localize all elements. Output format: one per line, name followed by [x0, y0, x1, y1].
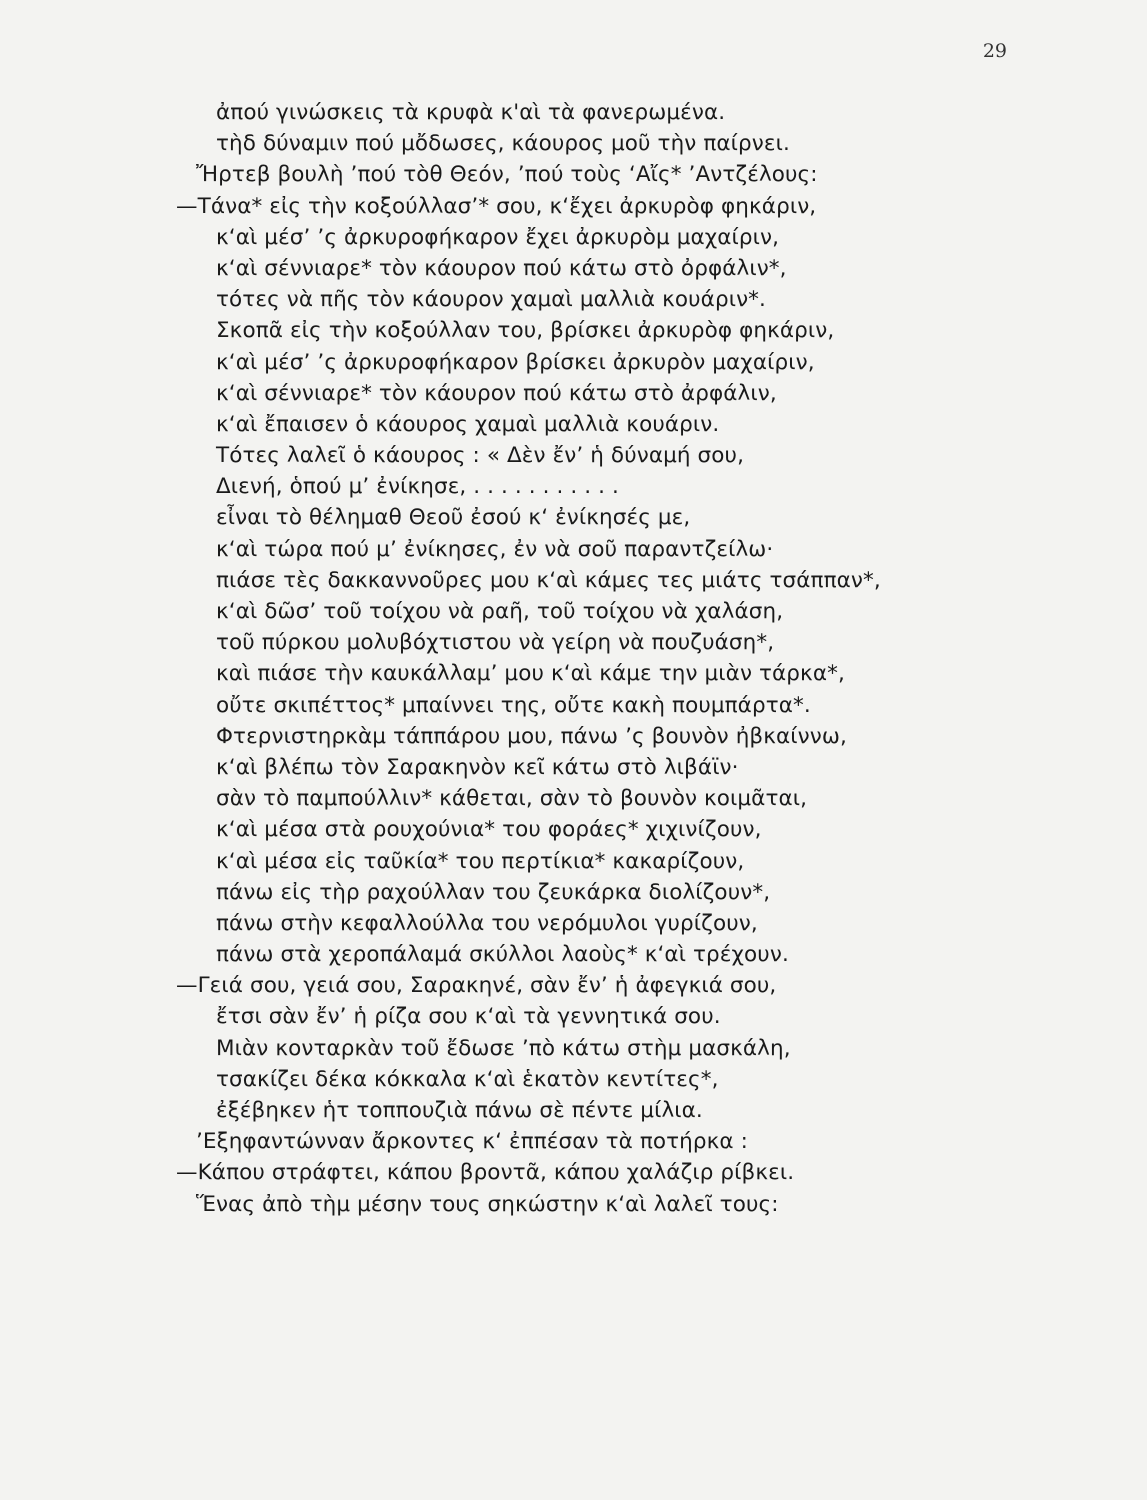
poem-line: Τότες λαλεῖ ὁ κάουρος : « Δὲν ἔν’ ἡ δύναμή σου,	[216, 443, 745, 469]
poem-line: πάνω στὴν κεφαλλούλλα του νερόμυλοι γυρίζουν,	[216, 910, 758, 936]
poem-line: κ‘αὶ σέννιαρε* τὸν κάουρον πού κάτω στὸ ὀρφάλιν*,	[216, 255, 787, 281]
poem-line: ἐξέβηκεν ἡτ τοππουζιὰ πάνω σὲ πέντε μίλια.	[216, 1098, 703, 1123]
poem-line: οὔτε σκιπέττος* μπαίννει της, οὔτε κακὴ πουμπάρτα*.	[216, 692, 811, 718]
poem-line: πάνω στὰ χεροπάλαμά σκύλλοι λαοὺς* κ‘αὶ τρέχουν.	[216, 942, 789, 968]
poem-text	[176, 97, 881, 1220]
poem-line: —Γειά σου, γειά σου, Σαρακηνέ, σὰν ἔν’ ἡ ἀφεγκιά σου,	[176, 973, 777, 999]
poem-line: ἀπού γινώσκεις τὰ κρυφὰ κ'αὶ τὰ φανερωμένα.	[216, 100, 726, 125]
poem-line: κ‘αὶ τώρα πού μ’ ἐνίκησες, ἐν νὰ σοῦ παραντζείλω·	[216, 536, 774, 562]
page-number: 29	[982, 40, 1007, 62]
poem-line: κ‘αὶ μέσα στὰ ρουχούνια* του φοράες* χιχινίζουν,	[216, 817, 762, 843]
poem-line: τσακίζει δέκα κόκκαλα κ‘αὶ ἑκατὸν κεντίτες*,	[216, 1066, 719, 1092]
poem-line: ἔτσι σὰν ἔν’ ἡ ρίζα σου κ‘αὶ τὰ γεννητικά σου.	[216, 1004, 721, 1030]
poem-line: τότες νὰ πῆς τὸν κάουρον χαμαὶ μαλλιὰ κουάριν*.	[216, 287, 766, 313]
poem-line: —Κάπου στράφτει, κάπου βροντᾶ, κάπου χαλάζιρ ρίβκει.	[176, 1160, 795, 1186]
poem-line: Ἤρτεβ βουλὴ ’πού τὸθ Θεόν, ’πού τοὺς ‘Αἴς* ’Αντζέλους:	[196, 162, 818, 188]
poem-line: ’Εξηφαντώνναν ἄρκοντες κ‘ ἐππέσαν τὰ ποτήρκα :	[196, 1129, 748, 1155]
poem-line: Μιὰν κονταρκὰν τοῦ ἔδωσε ’πὸ κάτω στὴμ μασκάλη,	[216, 1035, 791, 1061]
poem-line: καὶ πιάσε τὴν καυκάλλαμ’ μου κ‘αὶ κάμε την μιὰν τάρκα*,	[216, 661, 845, 687]
poem-line: κ‘αὶ μέσα εἰς ταῦκία* του περτίκια* κακαρίζουν,	[216, 848, 745, 874]
poem-line: τοῦ πύρκου μολυβόχτιστου νὰ γείρη νὰ πουζυάση*,	[216, 630, 775, 656]
poem-line: κ‘αὶ μέσ’ ’ς ἀρκυροφήκαρον ἔχει ἀρκυρὸμ μαχαίριν,	[216, 224, 780, 250]
poem-line: πάνω εἰς τὴρ ραχούλλαν του ζευκάρκα διολίζουν*,	[216, 879, 771, 905]
poem-line: κ‘αὶ σέννιαρε* τὸν κάουρον πού κάτω στὸ ἀρφάλιν,	[216, 380, 777, 406]
poem-line: σὰν τὸ παμπούλλιν* κάθεται, σὰν τὸ βουνὸν κοιμᾶται,	[216, 786, 808, 812]
poem-line: Φτερνιστηρκὰμ τάππάρου μου, πάνω ’ς βουνὸν ἠβκαίννω,	[216, 723, 847, 749]
poem-line: κ‘αὶ δῶσ’ τοῦ τοίχου νὰ ραῆ, τοῦ τοίχου νὰ χαλάση,	[216, 599, 784, 624]
poem-line: κ‘αὶ ἔπαισεν ὁ κάουρος χαμαὶ μαλλιὰ κουάριν.	[216, 411, 720, 437]
poem-line: κ‘αὶ μέσ’ ’ς ἀρκυροφήκαρον βρίσκει ἀρκυρὸν μαχαίριν,	[216, 349, 815, 375]
poem-line: Διενή, ὁπού μ’ ἐνίκησε, . . . . . . . . . . .	[216, 474, 619, 500]
poem-line: κ‘αὶ βλέπω τὸν Σαρακηνὸν κεῖ κάτω στὸ λιβάϊν·	[216, 754, 739, 780]
poem-line: Ἕνας ἀπὸ τὴμ μέσην τους σηκώστην κ‘αὶ λαλεῖ τους:	[196, 1191, 779, 1217]
poem-line: εἶναι τὸ θέλημαθ Θεοῦ ἐσού κ‘ ἐνίκησές με,	[216, 505, 691, 531]
poem-line: τὴδ δύναμιν πού μὄδωσες, κάουρος μοῦ τὴν παίρνει.	[216, 131, 790, 157]
poem-line: —Τάνα* εἰς τὴν κοξούλλασ’* σου, κ‘ἔχει ἀρκυρὸφ φηκάριν,	[176, 193, 817, 219]
poem-line: πιάσε τὲς δακκαννοῦρες μου κ‘αὶ κάμες τες μιάτς τσάππαν*,	[216, 567, 881, 593]
poem-line: Σκοπᾶ εἰς τὴν κοξούλλαν του, βρίσκει ἀρκυρὸφ φηκάριν,	[216, 318, 835, 344]
